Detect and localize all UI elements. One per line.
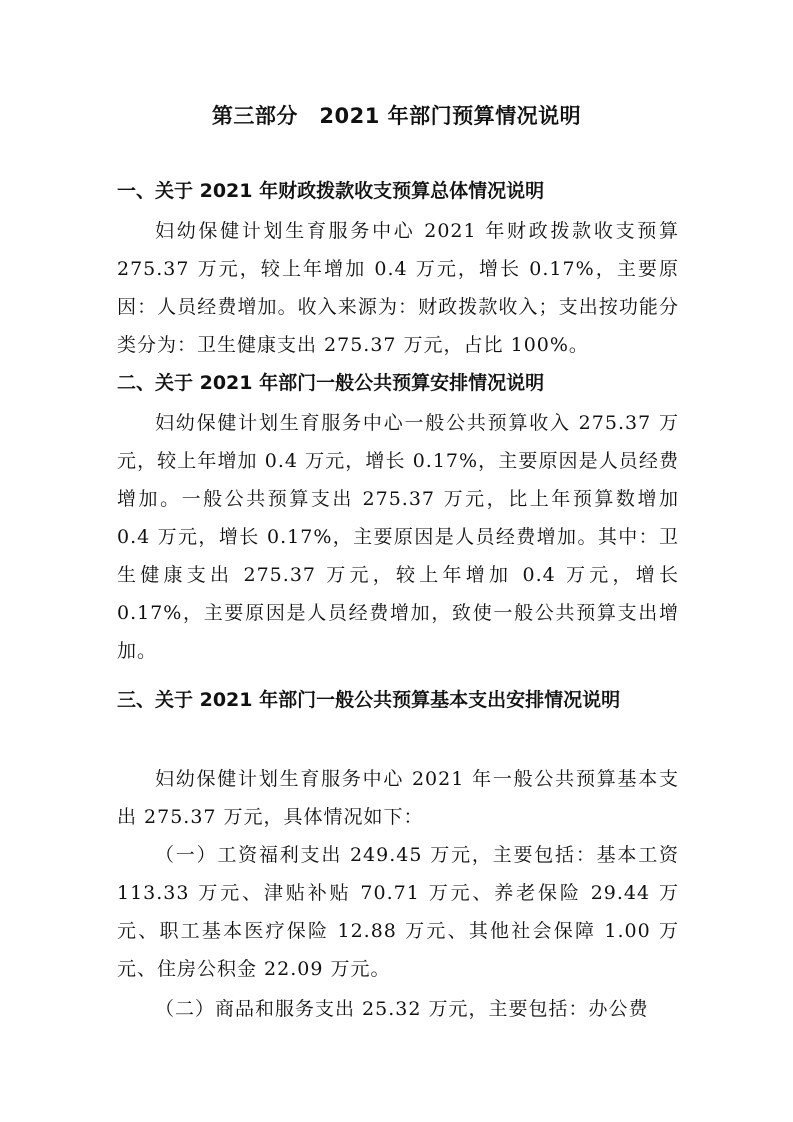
section-3-paragraph-wages: （一）工资福利支出 249.45 万元，主要包括：基本工资 113.33 万元、津贴补贴 70.71 万元、养老保险 29.44 万元、职工基本医疗保险 12.88 万元、其他社会保障 1.00 万元、住房公积金 22.09 万元。 (117, 844, 679, 980)
section-3-heading: 三、关于 2021 年部门一般公共预算基本支出安排情况说明 (117, 689, 621, 711)
section-3-paragraph-goods: （二）商品和服务支出 25.32 万元，主要包括：办公费 (155, 998, 649, 1020)
section-3-paragraph-intro: 妇幼保健计划生育服务中心 2021 年一般公共预算基本支出 275.37 万元，具体情况如下： (117, 768, 679, 828)
section-1-heading: 一、关于 2021 年财政拨款收支预算总体情况说明 (117, 180, 545, 202)
section-1-paragraph: 妇幼保健计划生育服务中心 2021 年财政拨款收支预算 275.37 万元，较上年增加 0.4 万元，增长 0.17%，主要原因：人员经费增加。收入来源为：财政拨款收入；支出按功能分类分为：卫生健康支出 275.37 万元，占比 100%。 (117, 220, 679, 356)
section-2-heading: 二、关于 2021 年部门一般公共预算安排情况说明 (117, 372, 545, 394)
section-2-paragraph: 妇幼保健计划生育服务中心一般公共预算收入 275.37 万元，较上年增加 0.4 万元，增长 0.17%，主要原因是人员经费增加。一般公共预算支出 275.37 万元，比上年预算数增加 0.4 万元，增长 0.17%，主要原因是人员经费增加。其中：卫生健康支出 275.37 万元，较上年增加 0.4 万元，增长 0.17%，主要原因是人员经费增加，致使一般公共预算支出增加。 (117, 412, 679, 662)
page-title: 第三部分 2021 年部门预算情况说明 (211, 104, 582, 128)
